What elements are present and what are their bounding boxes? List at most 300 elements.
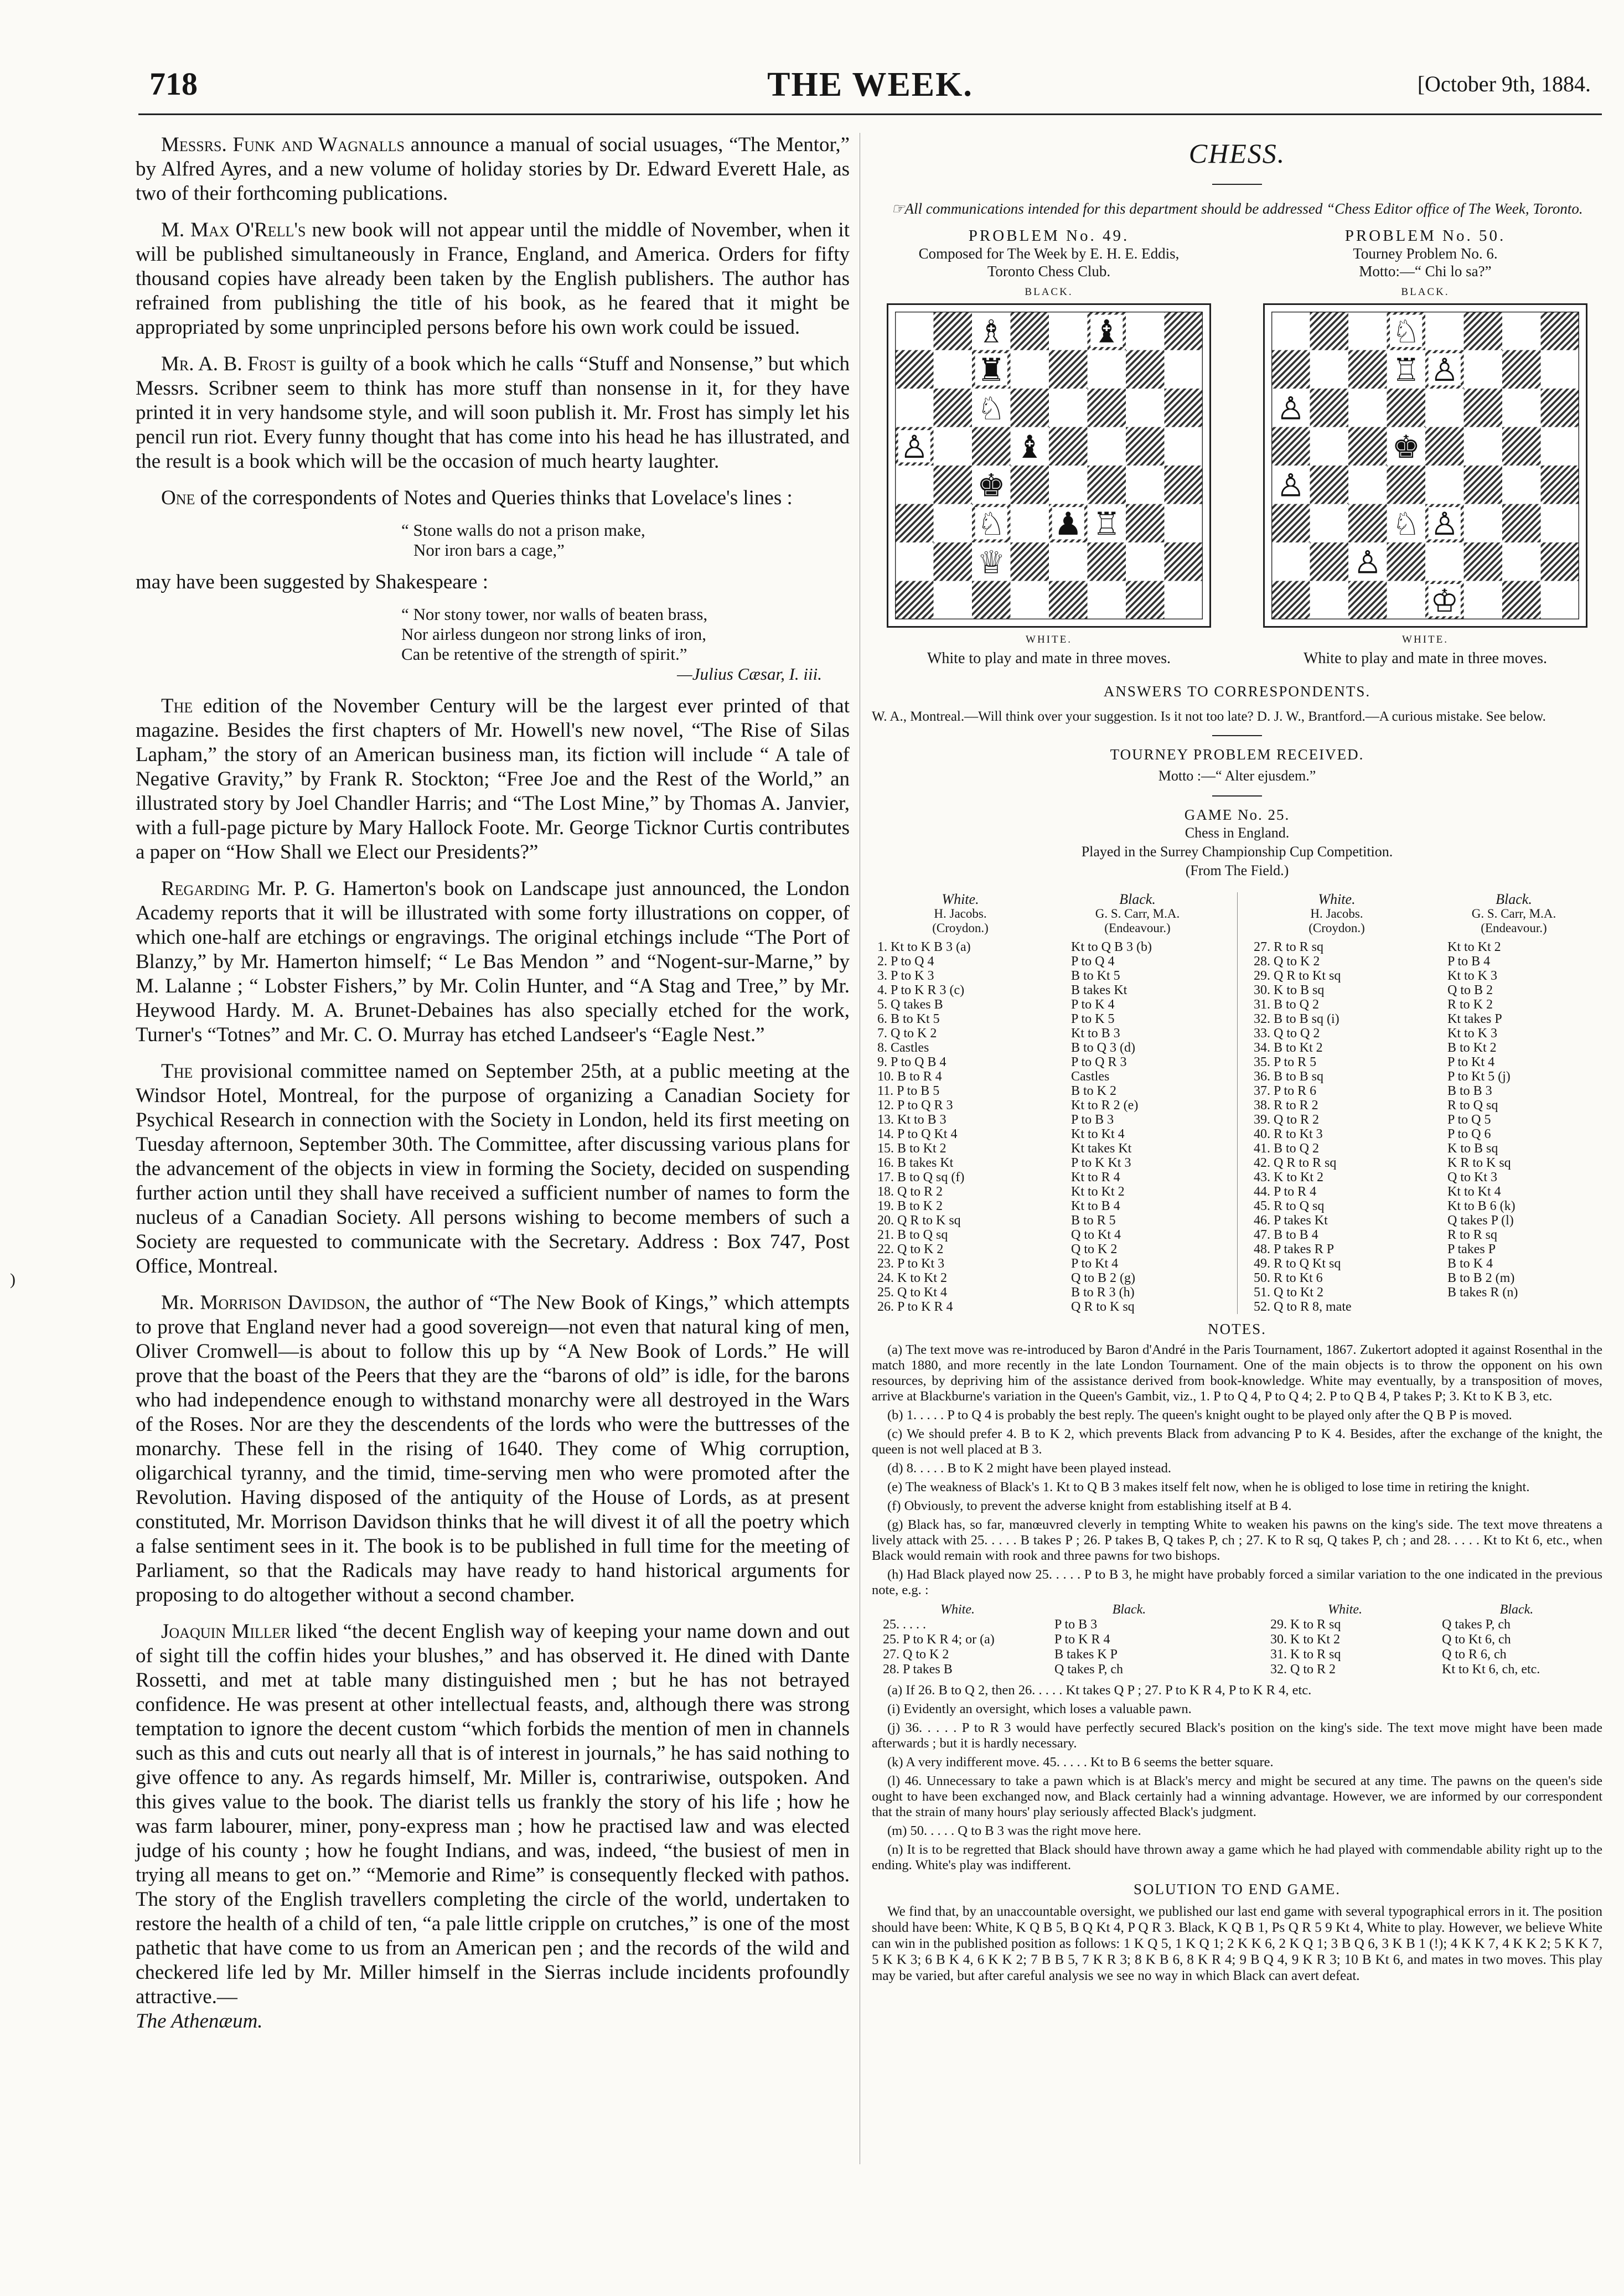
white-move: 30. K to Kt 2 [1270,1632,1340,1647]
white-move: 45. R to Q sq [1254,1199,1325,1213]
variation-right: White. Black. 29. K to R sq Q takes P, ch 30. K to Kt 2 Q to Kt 6, ch 31. K to R sq Q to R 6, ch 32. Q to R 2 Kt to Kt 6, ch, etc. [1259,1602,1602,1677]
chess-piece [1093,314,1121,350]
chess-piece [977,352,1005,389]
black-move: B to B 3 [1447,1084,1492,1098]
paragraph-century: The edition of the November Century will be the largest ever printed of that magazine. Besides the first chapters of Mr. Howell's new novel, “The Rise of Silas Lapham,” the story of an American business man, its fiction will include “ A tale of Negative Gravity,” by Frank R. Stockton; “Free Joe and the Rest of the World,” an illustrated story by Joel Chandler Harris; and “The Lost Mine,” by Thomas A. Janvier, with a full-page picture by Mary Hallock Foote. Mr. George Ticknor Curtis contributes a paper on “How Shall we Elect our Presidents?” [136,695,850,863]
white-move: 27. R to R sq [1254,940,1324,954]
board-square [934,542,973,581]
black-move: B to K 4 [1447,1256,1493,1271]
move-row [872,1213,1226,1228]
chess-title: CHESS. [1188,138,1286,169]
move-row [872,1170,1226,1185]
chess-piece [977,506,1005,542]
problem-caption: White to play and mate in three moves. [1303,650,1548,667]
move-row [1248,969,1602,983]
white-move: 28. Q to K 2 [1254,954,1320,969]
move-row [1248,1127,1602,1141]
note: (a) The text move was re-introduced by Baron d'André in the Paris Tournament, 1867. Zukertort adopted it against Rosenthal in the match 1880, and more recently in the late London Tournament. One of the main objects is to throw the opponent on his own resources, by depriving him of the assistance derived from book-knowledge. White may eventually, by a transposition of moves, arrive at Blackburne's variation in the Queen's Gambit, viz., 1. P to Q 4, P to Q 4; 2. P to Q B 4, P takes P; 3. Kt to K B 3, etc. [872,1342,1602,1404]
board-square [1464,312,1503,350]
board-square [934,581,973,620]
board-square [1165,542,1203,581]
board-square [1271,312,1310,350]
move-row [1248,1012,1602,1026]
board-square [895,466,934,504]
white-move: 25. P to K R 4; or (a) [883,1632,995,1647]
black-move: Kt to Kt 4 [1447,1185,1501,1199]
white-move: 33. Q to Q 2 [1254,1026,1320,1041]
move-row [1248,1113,1602,1127]
chess-column [872,133,1602,1984]
black-move: Q to Kt 3 [1447,1170,1497,1185]
white-move: 15. B to Kt 2 [877,1141,947,1156]
white-label: WHITE. [1402,634,1449,645]
white-move: 26. P to K R 4 [877,1300,953,1314]
black-move: Castles [1071,1069,1110,1084]
white-move: 37. P to R 6 [1254,1084,1317,1098]
board-square [1464,350,1503,389]
move-row [872,1242,1226,1256]
move-row [1248,1170,1602,1185]
white-move: 7. Q to K 2 [877,1026,937,1041]
board-square [1464,466,1503,504]
move-row [1248,1242,1602,1256]
black-move: Kt to R 2 (e) [1071,1098,1139,1113]
board-square [895,389,934,427]
masthead-title: THE WEEK. [767,66,973,104]
problem-50: PROBLEM No. 50. Tourney Problem No. 6. Motto:—“ Chi lo sa?” BLACK. WHITE. White to play and mate in three moves. [1248,227,1602,668]
move-row [872,1185,1226,1199]
paragraph-joaquin-miller: Joaquin Miller liked “the decent English way of keeping your name down and out of sight till the coffin hides your blushes,” and has observed it. He dined with Dante Rossetti, and met at table many distinguished men ; but he has not betrayed confidence. He was present at other intellectual feasts, and, although there was strong temptation to ignore the decent custom “which forbids the mention of men in channels such as this and cuts out nearly all that is of interest in journals,” he has said nothing to give offence to any. As regards himself, Mr. Miller is, contrariwise, outspoken. And this gives value to the book. The diarist tells us frankly the story of his life ; how he was farm labourer, miner, pony-express man ; how he practised law and was elected judge of his county ; how he fought Indians, and was, indeed, “the busiest of men in trying all means to get on.” “Memorie and Rime” is consequently flecked with pathos. The story of the English travellers completing the circle of the world, undertaken to restore the health of a child of ten, “a pale little cripple on crutches,” is one of the most pathetic that have come to us from an American pen ; and the records of the wild and checkered life led by Mr. Miller himself in the Sierras include incidents profoundly attractive.— [136,1620,850,2008]
board-square [1502,427,1541,466]
paragraph-lovelace: One of the correspondents of Notes and Queries thinks that Lovelace's lines : [161,487,793,509]
solution-heading: SOLUTION TO END GAME. [1134,1881,1341,1897]
note: (i) Evidently an oversight, which loses a valuable pawn. [887,1702,1192,1716]
move-row [872,1084,1226,1098]
move-row [872,1156,1226,1170]
white-move: 24. K to Kt 2 [877,1271,947,1285]
black-move: Kt to B 4 [1071,1199,1120,1213]
black-move: Q to Kt 6, ch [1442,1632,1511,1647]
game-subtitle: Chess in England. [1185,825,1290,841]
note: (d) 8. . . . . B to K 2 might have been played instead. [887,1461,1172,1476]
black-move: B takes R (n) [1447,1285,1518,1300]
section-rule [1212,795,1262,797]
move-row [872,1141,1226,1156]
move-row [872,983,1226,997]
white-move: 1. Kt to K B 3 (a) [877,940,971,954]
note: (m) 50. . . . . Q to B 3 was the right move here. [887,1823,1141,1838]
white-move: 31. K to R sq [1270,1647,1341,1662]
board-square [1126,427,1165,466]
board-square [1011,466,1049,504]
board-square [1425,427,1464,466]
tourney-heading: TOURNEY PROBLEM RECEIVED. [1110,746,1364,763]
move-row [1248,1285,1602,1300]
white-move: 8. Castles [877,1041,929,1055]
move-row [1248,1271,1602,1285]
chess-piece [1392,429,1420,466]
chess-piece [1392,506,1420,542]
board-square [1165,427,1203,466]
note: (h) Had Black played now 25. . . . . P to B 3, he might have probably forced a similar variation to the one indicated in the previous note, e.g. : [872,1567,1602,1597]
white-move: 12. P to Q R 3 [877,1098,953,1113]
black-move: P to Q 6 [1447,1127,1491,1141]
board-square [1049,389,1088,427]
note: (g) Black has, so far, manœuvred cleverly in tempting White to weaken his pawns on the king's side. The text move threatens a lively attack with 25. . . . . B takes P ; 26. P takes B, Q takes P, ch ; 27. K to R sq, Q takes P, ch ; and 28. . . . . Kt to Kt 6, etc., when Black would remain with rook and three pawns for two bishops. [872,1517,1602,1563]
board-square [1049,350,1088,389]
paragraph-lead: The [161,695,193,717]
board-diagram [895,312,1203,619]
page-header [149,65,1591,115]
board-square [1165,581,1203,620]
board-square [1502,466,1541,504]
board-square [1088,466,1126,504]
move-row [872,1055,1226,1069]
notes-heading: NOTES. [1208,1321,1266,1337]
moves-1-26: White. Black. H. Jacobs. G. S. Carr, M.A. (Croydon.) (Endeavour.) 1. Kt to K B 3 (a) Kt to Q B 3 (b) 2. P to Q 4 P to Q 4 3. P to K 3 B to Kt 5 4. P to K R 3 (c) B takes Kt 5. Q takes B P to K 4 6. B to Kt 5 P to K 5 7. Q to K 2 Kt to B 3 8. Castles B to Q 3 (d) 9. P to Q B 4 P to Q R 3 10. B to R 4 Castles 11. P to B 5 B to K 2 12. P to Q R 3 Kt to R 2 (e) 13. Kt to B 3 P to B 3 14. P to Q Kt 4 Kt to Kt 4 15. B to Kt 2 Kt takes Kt 16. B takes Kt P to K Kt 3 17. B to Q sq (f) Kt to R 4 18. Q to R 2 Kt to Kt 2 19. B to K 2 Kt to B 4 20. Q R to K sq B to R 5 21. B to Q sq Q to Kt 4 22. Q to K 2 Q to K 2 23. P to Kt 3 P to Kt 4 24. K to Kt 2 Q to B 2 (g) 25. Q to Kt 4 B to R 3 (h) 26. P to K R 4 Q R to K sq [872,892,1226,1314]
board-square [1348,504,1387,543]
move-row [872,954,1226,969]
move-row [872,1012,1226,1026]
literary-notes-column [136,133,850,2046]
paragraph-lead: Mr. A. B. Frost [161,353,296,375]
chess-piece [1392,314,1420,350]
tourney-motto: Motto :—“ Alter ejusdem.” [1158,768,1316,784]
board-square [1464,542,1503,581]
black-move [1425,1300,1602,1314]
board-square [1310,427,1349,466]
chess-piece [977,314,1005,350]
board-square [1126,504,1165,543]
page-number: 718 [149,66,198,102]
game-notes [872,1342,1602,1598]
board-square [1502,389,1541,427]
board-square [1271,504,1310,543]
move-row [872,1026,1226,1041]
move-row [872,1199,1226,1213]
black-move: B to Kt 2 [1447,1041,1497,1055]
board-square [1165,504,1203,543]
black-move: B to R 5 [1071,1213,1116,1228]
white-move: 11. P to B 5 [877,1084,940,1098]
problem-caption: White to play and mate in three moves. [927,650,1171,667]
solution-text: We find that, by an unaccountable oversight, we published our last end game with several typographical errors in it. The position should have been: White, K Q B 5, B Q Kt 4, P Q R 3. Black, K Q B 1, Ps Q R 5 9 Kt 4, White to play. However, we believe White can win in the published position as follows: 1 K Q 5, 1 K Q 1; 2 K K 6, 2 K Q 1; 3 B Q 6, 3 K B 1 (!); 4 K K 7, 4 K K 2; 5 K K 7, 5 K K 3; 6 B K 4, 6 K K 2; 7 B B 5, 7 K R 3; 8 K B 6, 8 K R 4; 9 B Q 4, 9 K R 3; 10 B Kt 6, and mates in two moves. This play may be varied, but after careful analysis we see no way in which Black can avert defeat. [872,1904,1602,1983]
board-square [1049,581,1088,620]
paragraph-hamerton: Regarding Mr. P. G. Hamerton's book on Landscape just announced, the London Academy reports that it will be illustrated with some forty illustrations on copper, of which one-half are etchings or engravings. The original etchings include “The Port of Blanzy,” by Mr. Hamerton himself; “ Le Bas Mendon ” and “Nogent-sur-Marne,” by M. Lalanne ; “ Lobster Fishers,” by Mr. Colin Hunter, and “A Stag and Tree,” by Mr. Heywood Hardy. M. A. Brunet-Debaines has also specially etched for the work, Turner's “Totnes” and Mr. C. O. Murray has etched Landseer's “Eagle Nest.” [136,877,850,1046]
black-move: B to R 3 (h) [1071,1285,1135,1300]
black-move: P to K 4 [1071,997,1115,1012]
variation-row [1259,1647,1602,1662]
board-square [895,504,934,543]
board-square [1310,389,1349,427]
white-move: 23. P to Kt 3 [877,1256,945,1271]
black-move: B takes Kt [1071,983,1128,997]
variation-row [1259,1662,1602,1677]
black-move: Q takes P, ch [1054,1662,1123,1677]
move-row [872,1256,1226,1271]
black-move: P takes P [1447,1242,1496,1256]
move-row [872,1041,1226,1055]
chess-board-49 [887,303,1211,628]
move-row [1248,940,1602,954]
board-square [1348,312,1387,350]
black-move: Kt to Kt 2 [1447,940,1501,954]
board-square [1011,312,1049,350]
board-square [1541,427,1580,466]
board-square [972,581,1011,620]
move-row [872,1271,1226,1285]
white-move: 18. Q to R 2 [877,1185,943,1199]
black-move: Kt to Q B 3 (b) [1071,940,1152,954]
board-square [1011,542,1049,581]
issue-date: [October 9th, 1884. [1417,71,1591,96]
moves-27-52: White. Black. H. Jacobs. G. S. Carr, M.A. (Croydon.) (Endeavour.) 27. R to R sq Kt to Kt 2 28. Q to K 2 P to B 4 29. Q R to Kt sq Kt to K 3 30. K to B sq Q to B 2 31. B to Q 2 R to K 2 32. B to B sq (i) Kt takes P 33. Q to Q 2 Kt to K 3 34. B to Kt 2 B to Kt 2 35. P to R 5 P to Kt 4 36. B to B sq P to Kt 5 (j) 37. P to R 6 B to B 3 38. R to R 2 R to Q sq 39. Q to R 2 P to Q 5 40. R to Kt 3 P to Q 6 41. B to Q 2 K to B sq 42. Q R to R sq K R to K sq 43. K to Kt 2 Q to Kt 3 44. P to R 4 Kt to Kt 4 45. R to Q sq Kt to B 6 (k) 46. P takes Kt Q takes P (l) 47. B to B 4 R to R sq 48. P takes R P P takes P 49. R to Q Kt sq B to K 4 50. R to Kt 6 B to B 2 (m) 51. Q to Kt 2 B takes R (n) 52. Q to R 8, mate [1248,892,1602,1314]
board-square [1165,466,1203,504]
white-move: 40. R to Kt 3 [1254,1127,1323,1141]
chess-piece [977,391,1005,427]
game-source: (From The Field.) [1185,862,1289,878]
game-heading: GAME No. 25. [1184,806,1290,823]
game-notes-continued [872,1683,1602,1873]
paragraph-lead: Regarding [161,877,250,900]
board-square [1425,312,1464,350]
board-square [1541,581,1580,620]
move-row [1248,1098,1602,1113]
section-rule [1212,735,1262,736]
game-score [872,892,1602,1314]
board-square [895,581,934,620]
variation-row [1259,1632,1602,1647]
white-move: 25. . . . . [883,1617,926,1632]
board-square [934,466,973,504]
move-row [872,1113,1226,1127]
black-move: Q to B 2 (g) [1071,1271,1135,1285]
board-square [1126,581,1165,620]
white-move: 34. B to Kt 2 [1254,1041,1323,1055]
board-square [1541,466,1580,504]
board-square [1464,581,1503,620]
board-square [1348,466,1387,504]
board-square [895,350,934,389]
move-row [1248,1256,1602,1271]
problem-49: PROBLEM No. 49. Composed for The Week by E. H. E. Eddis, Toronto Chess Club. BLACK. WHITE. White to play and mate in three moves. [872,227,1226,668]
board-square [1088,350,1126,389]
paragraph-lead: Messrs. Funk and Wagnalls [161,133,405,156]
board-square [1310,350,1349,389]
note: (a) If 26. B to Q 2, then 26. . . . . Kt takes Q P ; 27. P to K R 4, P to K R 4, etc. [887,1683,1312,1698]
white-move: 16. B takes Kt [877,1156,954,1170]
move-row [1248,1084,1602,1098]
board-square [1271,427,1310,466]
black-label: BLACK. [1025,286,1073,298]
chess-piece [1276,391,1305,427]
black-move: Kt to B 6 (k) [1447,1199,1516,1213]
move-row [1248,1026,1602,1041]
chess-piece [900,429,928,466]
move-row [872,1069,1226,1084]
black-move: Q to Kt 4 [1071,1228,1121,1242]
chess-piece [977,468,1005,504]
white-label: WHITE. [1026,634,1072,645]
game-divider [1237,892,1238,1314]
white-move: 5. Q takes B [877,997,943,1012]
board-square [1464,389,1503,427]
variation-row [1259,1617,1602,1632]
paragraph-frost: Mr. A. B. Frost is guilty of a book which he calls “Stuff and Nonsense,” but which Messrs. Scribner seem to think has more stuff than nonsense in it, for they have printed it in very handsome style, and will soon publish it. Mr. Frost has simply let his pencil run riot. Every funny thought that has come into his head he has illustrated, and the result is a book which will be the occasion of much hearty laughter. [136,353,850,473]
board-square [1541,389,1580,427]
note: (c) We should prefer 4. B to K 2, which prevents Black from advancing P to K 4. Besides, after the exchange of the knight, the queen is not well placed at B 3. [872,1426,1602,1457]
chess-piece [1016,429,1044,466]
white-move: 4. P to K R 3 (c) [877,983,965,997]
problem-heading: PROBLEM No. 50. [1344,227,1506,245]
black-move: P to Kt 4 [1071,1256,1119,1271]
game-subtitle: Played in the Surrey Championship Cup Competition. [1081,844,1393,860]
board-square [1310,312,1349,350]
black-move: P to Q 5 [1447,1113,1491,1127]
board-square [895,542,934,581]
black-move: P to B 3 [1054,1617,1098,1632]
board-square [1387,581,1426,620]
black-move: Q takes P (l) [1447,1213,1514,1228]
margin-mark: ) [10,1270,15,1289]
move-row [1248,1213,1602,1228]
white-move: 13. Kt to B 3 [877,1113,947,1127]
athenaeum-credit: The Athenæum. [136,2010,263,2033]
move-row [1248,1228,1602,1242]
white-move: 38. R to R 2 [1254,1098,1318,1113]
quote-citation: —Julius Cæsar, I. iii. [677,664,822,684]
white-move: 20. Q R to K sq [877,1213,961,1228]
black-move: Kt to Kt 4 [1071,1127,1125,1141]
black-move: Kt to K 3 [1447,969,1497,983]
solution-section [872,1904,1602,1984]
paragraph-lead: The [161,1060,193,1083]
chess-piece [1054,506,1082,542]
white-move: 52. Q to R 8, mate [1254,1300,1352,1314]
board-square [934,312,973,350]
white-move: 3. P to K 3 [877,969,934,983]
move-row [1248,954,1602,969]
paragraph-lead: Mr. Morrison Davidson [161,1291,365,1314]
black-move: Kt to Kt 6, ch, etc. [1442,1662,1540,1677]
black-move: K to B sq [1447,1141,1498,1156]
board-square [1541,350,1580,389]
white-move: 28. P takes B [883,1662,953,1677]
paragraph-lead: M. Max O'Rell's [161,219,306,241]
move-row [872,1228,1226,1242]
white-move: 42. Q R to R sq [1254,1156,1337,1170]
black-move: P to Kt 5 (j) [1447,1069,1511,1084]
white-move: 31. B to Q 2 [1254,997,1320,1012]
white-move: 47. B to B 4 [1254,1228,1318,1242]
board-square [1425,389,1464,427]
black-move: Kt to K 3 [1447,1026,1497,1041]
variation-left: White. Black. 25. . . . . P to B 3 25. P to K R 4; or (a) P to K R 4 27. Q to K 2 B takes K P 28. P takes B Q takes P, ch [872,1602,1215,1677]
white-move: 29. K to R sq [1270,1617,1341,1632]
board-square [1088,427,1126,466]
move-row [1248,1199,1602,1213]
chess-piece [1093,506,1121,542]
board-square [1348,427,1387,466]
editor-note: ☞All communications intended for this department should be addressed “Chess Editor office of The Week, Toronto. [891,200,1583,217]
paragraph-davidson: Mr. Morrison Davidson, the author of “The New Book of Kings,” which attempts to prove that England never had a good sovereign—not even that natural king of men, Oliver Cromwell—is about to follow this up by “A New Book of Lords.” He will prove that the boast of the Peers that they are the “barons of old” is idle, for the barons who had independence enough to withstand monarchy were all destroyed in the Wars of the Roses. Nor are they the descendents of the lords who were the buttresses of the monarchy. These fell in the rising of 1640. They come of Whig corruption, oligarchical tyranny, and the timid, time-serving men who were promoted after the Revolution. Having disposed of the antiquity of the House of Lords, as at present constituted, Mr. Morrison Davidson thinks that he will divest it of all the poetry which a false sentiment sees in it. The book is to be published in full time for the meeting of Parliament, so that the Radicals may have ready to hand historical arguments for proposing to do altogether without a second chamber. [136,1291,850,1606]
move-row [872,1285,1226,1300]
white-move: 25. Q to Kt 4 [877,1285,947,1300]
black-move: R to R sq [1447,1228,1498,1242]
white-move: 9. P to Q B 4 [877,1055,947,1069]
note: (l) 46. Unnecessary to take a pawn which is at Black's mercy and might be secured at any time. The pawns on the queen's side ought to have been exchanged now, and Black certainly had a winning advantage. However, we are informed by our correspondent that the strain of many hours' play seriously affected Black's judgment. [872,1773,1602,1819]
board-square [1425,542,1464,581]
black-move: Kt to Kt 2 [1071,1185,1125,1199]
paragraph-lead: Joaquin Miller [161,1620,291,1643]
board-square [972,427,1011,466]
move-row [1248,1069,1602,1084]
white-move: 32. B to B sq (i) [1254,1012,1339,1026]
black-move: P to Kt 4 [1447,1055,1495,1069]
black-move: P to K Kt 3 [1071,1156,1131,1170]
chess-piece [1430,352,1459,389]
board-square [934,504,973,543]
black-move: P to B 4 [1447,954,1491,969]
black-move: Kt takes P [1447,1012,1502,1026]
board-square [1088,389,1126,427]
board-square [1348,389,1387,427]
move-row [1248,1156,1602,1170]
board-square [1502,504,1541,543]
board-square [1049,312,1088,350]
white-move: 19. B to K 2 [877,1199,943,1213]
white-move: 30. K to B sq [1254,983,1325,997]
board-square [1310,581,1349,620]
board-square [1126,466,1165,504]
board-square [1126,312,1165,350]
move-row [1248,1055,1602,1069]
white-move: 27. Q to K 2 [883,1647,949,1662]
board-square [1271,542,1310,581]
board-square [1088,581,1126,620]
board-square [1165,312,1203,350]
board-square [1502,312,1541,350]
lovelace-quote: “ Stone walls do not a prison make, Nor iron bars a cage,” [401,520,645,560]
board-square [1126,350,1165,389]
board-square [1348,581,1387,620]
white-move: 14. P to Q Kt 4 [877,1127,958,1141]
move-row [1248,1141,1602,1156]
board-square [1011,389,1049,427]
white-move: 32. Q to R 2 [1270,1662,1336,1677]
board-square [1464,427,1503,466]
chess-piece [977,545,1005,581]
black-move: B to Kt 5 [1071,969,1120,983]
move-row [872,969,1226,983]
black-move: Q to K 2 [1071,1242,1118,1256]
white-move: 21. B to Q sq [877,1228,948,1242]
board-square [1310,504,1349,543]
white-move: 35. P to R 5 [1254,1055,1317,1069]
white-move: 29. Q R to Kt sq [1254,969,1341,983]
black-move: B takes K P [1054,1647,1118,1662]
move-row [872,940,1226,954]
board-square [1165,389,1203,427]
note: (j) 36. . . . . P to R 3 would have perfectly secured Black's position on the king's side. The text move might have been made afterwards ; but it is hardly necessary. [872,1720,1602,1751]
black-move: K R to K sq [1447,1156,1511,1170]
black-move: P to K R 4 [1054,1632,1110,1647]
board-square [1541,542,1580,581]
white-move: 22. Q to K 2 [877,1242,944,1256]
black-move: P to Q 4 [1071,954,1115,969]
header-rule [138,113,1602,115]
paragraph-psychical-research: The provisional committee named on September 25th, at a public meeting at the Windsor Hotel, Montreal, for the purpose of organizing a Canadian Society for Psychical Research in connection with the Society in London, held its first meeting on Tuesday afternoon, September 30th. The Committee, after discussing various plans for the advancement of the objects in view in forming the Society, decided on suspending further action until they shall have received a sufficient number of names to form the nucleus of a Canadian Society. All persons wishing to become members of such a Society are requested to communicate with the Secretary. Address : Box 747, Post Office, Montreal. [136,1060,850,1278]
